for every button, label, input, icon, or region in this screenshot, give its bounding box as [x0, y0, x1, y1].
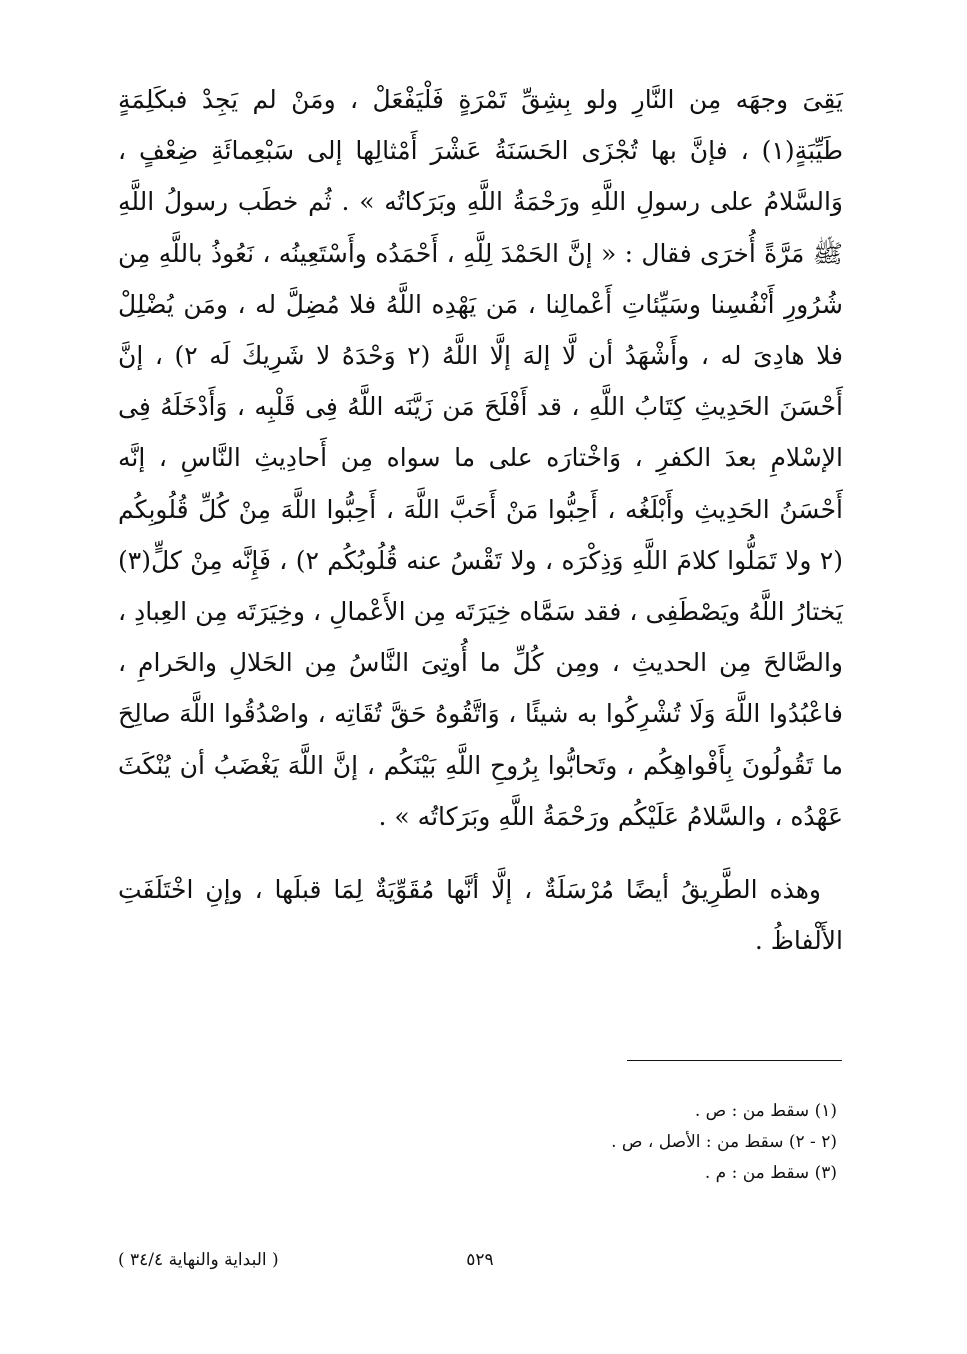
paragraph-1: يَقِىَ وجهَه مِن النَّارِ ولو بِشِقِّ تَمْرَةٍ فَلْيَفْعَلْ ، ومَنْ لم يَجِدْ فبكَلِمَةٍ طَيِّبَةٍ(١) ، فإنَّ بها تُجْزَى الحَسَنَةُ عَشْرَ أَمْثالِها إلى سَبْعِمائَةِ ضِعْفٍ ، وَالسَّلامُ على رسولِ اللَّهِ ورَحْمَةُ اللَّهِ وبَرَكاتُه » . ثُم خطَب رسولُ اللَّهِ ﷺ مَرَّةً أُخرَى فقال : « إنَّ الحَمْدَ لِلَّهِ ، أَحْمَدُه وأَسْتَعِينُه ، نَعُوذُ باللَّهِ مِن شُرُورِ أَنْفُسِنا وسَيِّئاتِ أَعْمالِنا ، مَن يَهْدِه اللَّهُ فلا مُضِلَّ له ، ومَن يُضْلِلْ فلا هادِىَ له ، وأَشْهَدُ أن لَّا إلهَ إلَّا اللَّهُ (٢ وَحْدَهُ لا شَرِيكَ لَه ٢) ، إنَّ أَحْسَنَ الحَدِيثِ كِتَابُ اللَّهِ ، قد أَفْلَحَ مَن زَيَّنَه اللَّهُ فِى قَلْبِه ، وَأَدْخَلَهُ فِى الإسْلامِ بعدَ الكفرِ ، وَاخْتارَه على ما سواه مِن أَحادِيثِ النَّاسِ ، إنَّه أَحْسَنُ الحَدِيثِ وأَبْلَغُه ، أَحِبُّوا مَنْ أَحَبَّ اللَّهَ ، أَحِبُّوا اللَّهَ مِنْ كُلِّ قُلُوبِكُم (٢ ولا تَمَلُّوا كلامَ اللَّهِ وَذِكْرَه ، ولا تَقْسُ عنه قُلُوبُكُم ٢) ، فَإِنَّه مِنْ كلٍّ(٣) يَختارُ اللَّهُ ويَصْطَفِى ، فقد سَمَّاه خِيَرَتَه مِن الأَعْمالِ ، وخِيَرَتَه مِن العِبادِ ، والصَّالحَ مِن الحديثِ ، ومِن كُلِّ ما أُوتِىَ النَّاسُ مِن الحَلالِ والحَرامِ ، فاعْبُدُوا اللَّهَ وَلَا تُشْرِكُوا به شيئًا ، وَاتَّقُوهُ حَقَّ تُقَاتِه ، واصْدُقُوا اللَّهَ صالِحَ ما تَقُولُونَ بِأَفْواهِكُم ، وتَحابُّوا بِرُوحِ اللَّهِ بَيْنَكُم ، إنَّ اللَّهَ يَغْضَبُ أن يُنْكَثَ عَهْدُه ، والسَّلامُ عَلَيْكُم ورَحْمَةُ اللَّهِ وبَرَكاتُه » .	[118, 85, 843, 831]
footnote-1: (١) سقط من : ص .	[694, 1101, 837, 1121]
source-reference: ( البداية والنهاية ٣٤/٤ )	[118, 1250, 279, 1270]
footnote-3: (٣) سقط من : م .	[704, 1163, 837, 1183]
footnotes	[300, 1096, 837, 1189]
footnote-separator	[627, 1060, 842, 1061]
footnote-2: (٢ - ٢) سقط من : الأصل ، ص .	[611, 1132, 837, 1152]
page-footer	[118, 1250, 843, 1280]
paragraph-2: وهذه الطَّرِيقُ أيضًا مُرْسَلَةٌ ، إلَّا أنَّها مُقَوِّيَةٌ لِمَا قبلَها ، وإنِ اخْتَلَفَتِ الأَلْفاظُ .	[118, 875, 843, 956]
main-text	[118, 74, 843, 966]
page-number: ٥٢٩	[466, 1250, 494, 1270]
